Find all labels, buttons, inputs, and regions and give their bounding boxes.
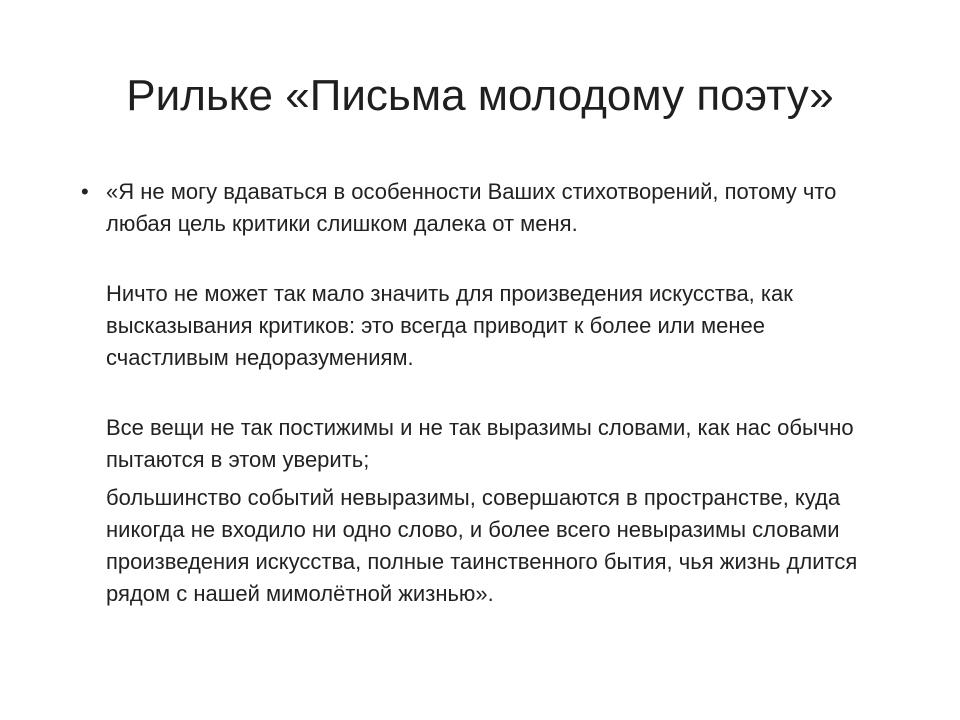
paragraph-1: «Я не могу вдаваться в особенности Ваших стихотворений, потому что любая цель критики слишком далека от меня. [106, 179, 837, 236]
paragraph-2: Ничто не может так мало значить для произведения искусства, как высказывания критиков: это всегда приводит к более или менее счастливым недоразумениям. [106, 281, 793, 370]
slide-body [80, 176, 880, 610]
bullet-icon: • [81, 179, 89, 204]
bullet-item [80, 176, 880, 610]
slide-title: Рильке «Письма молодому поэту» [126, 71, 834, 120]
paragraph-3: Все вещи не так постижимы и не так выразимы словами, как нас обычно пытаются в этом уверить; [106, 415, 854, 472]
paragraph-4: большинство событий невыразимы, совершаются в пространстве, куда никогда не входило ни одно слово, и более всего невыразимы словами произведения искусства, полные таинственного бытия, чья жизнь длится рядом с нашей мимолётной жизнью». [106, 485, 858, 606]
